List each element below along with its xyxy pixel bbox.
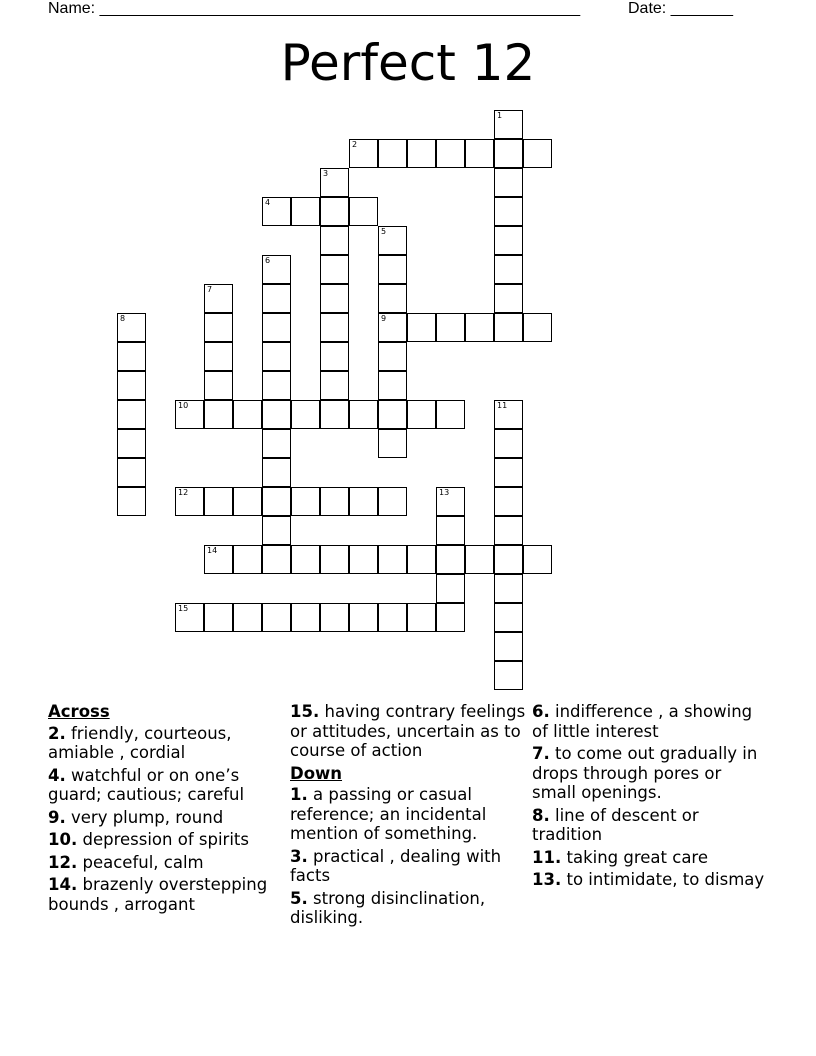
crossword-cell[interactable] bbox=[494, 400, 523, 429]
cell-number: 14 bbox=[207, 546, 218, 555]
clue-text: very plump, round bbox=[71, 807, 224, 827]
crossword-cell[interactable] bbox=[494, 574, 523, 603]
crossword-cell[interactable] bbox=[204, 603, 233, 632]
clue-number: 1. bbox=[290, 785, 308, 804]
crossword-cell[interactable] bbox=[465, 545, 494, 574]
crossword-cell[interactable] bbox=[204, 400, 233, 429]
clue-across-4 bbox=[48, 766, 284, 805]
clues-column-2 bbox=[290, 702, 526, 931]
crossword-cell[interactable] bbox=[349, 400, 378, 429]
clue-down-8 bbox=[532, 806, 768, 845]
crossword-cell[interactable] bbox=[436, 545, 465, 574]
crossword-cell[interactable] bbox=[494, 516, 523, 545]
clue-number: 4. bbox=[48, 765, 66, 785]
clue-number: 5. bbox=[290, 888, 308, 908]
crossword-cell[interactable] bbox=[233, 400, 262, 429]
clue-text: depression of spirits bbox=[82, 830, 249, 849]
clue-number: 12. bbox=[48, 852, 78, 872]
clue-number: 7. bbox=[532, 744, 550, 763]
cell-number: 6 bbox=[265, 256, 271, 265]
clue-text: taking great care bbox=[566, 847, 709, 867]
clue-number: 3. bbox=[290, 846, 308, 866]
clue-down-3 bbox=[290, 847, 526, 886]
crossword-cell[interactable] bbox=[378, 487, 407, 516]
crossword-cell[interactable] bbox=[320, 226, 349, 255]
crossword-cell[interactable] bbox=[117, 400, 146, 429]
crossword-cell[interactable] bbox=[494, 603, 523, 632]
crossword-cell[interactable] bbox=[320, 197, 349, 226]
clue-text: to come out gradually in drops through pores or small openings. bbox=[532, 744, 758, 802]
across-heading: Across bbox=[48, 702, 110, 721]
clue-number: 6. bbox=[532, 702, 550, 721]
cell-number: 10 bbox=[178, 401, 189, 410]
crossword-cell[interactable] bbox=[117, 487, 146, 516]
crossword-cell[interactable] bbox=[175, 603, 204, 632]
crossword-cell[interactable] bbox=[436, 516, 465, 545]
crossword-cell[interactable] bbox=[349, 487, 378, 516]
crossword-cell[interactable] bbox=[436, 487, 465, 516]
crossword-cell[interactable] bbox=[204, 545, 233, 574]
date-field-label[interactable]: Date: _______ bbox=[628, 0, 733, 17]
crossword-cell[interactable] bbox=[204, 342, 233, 371]
crossword-cell[interactable] bbox=[175, 487, 204, 516]
clue-text: friendly, courteous, amiable , cordial bbox=[48, 723, 232, 762]
crossword-cell[interactable] bbox=[175, 400, 204, 429]
crossword-cell[interactable] bbox=[378, 545, 407, 574]
crossword-cell[interactable] bbox=[117, 458, 146, 487]
crossword-cell[interactable] bbox=[494, 110, 523, 139]
cell-number: 3 bbox=[323, 169, 329, 178]
crossword-cell[interactable] bbox=[204, 284, 233, 313]
crossword-cell[interactable] bbox=[407, 400, 436, 429]
crossword-cell[interactable] bbox=[494, 226, 523, 255]
clue-text: practical , dealing with facts bbox=[290, 846, 502, 885]
crossword-cell[interactable] bbox=[320, 168, 349, 197]
crossword-cell[interactable] bbox=[494, 197, 523, 226]
crossword-cell[interactable] bbox=[465, 313, 494, 342]
crossword-cell[interactable] bbox=[262, 516, 291, 545]
crossword-cell[interactable] bbox=[494, 168, 523, 197]
crossword-cell[interactable] bbox=[204, 487, 233, 516]
crossword-cell[interactable] bbox=[320, 371, 349, 400]
crossword-cell[interactable] bbox=[117, 429, 146, 458]
clue-number: 14. bbox=[48, 875, 78, 894]
crossword-cell[interactable] bbox=[262, 284, 291, 313]
crossword-cell[interactable] bbox=[494, 458, 523, 487]
clue-text: peaceful, calm bbox=[82, 852, 204, 872]
cell-number: 7 bbox=[207, 285, 213, 294]
crossword-cell[interactable] bbox=[233, 603, 262, 632]
clue-across-15 bbox=[290, 702, 526, 761]
clue-number: 8. bbox=[532, 805, 550, 825]
crossword-cell[interactable] bbox=[291, 545, 320, 574]
crossword-cell[interactable] bbox=[291, 197, 320, 226]
cell-number: 1 bbox=[497, 111, 503, 120]
clue-across-2 bbox=[48, 724, 284, 763]
crossword-cell[interactable] bbox=[494, 255, 523, 284]
clues-column-1 bbox=[48, 702, 284, 917]
crossword-cell[interactable] bbox=[494, 632, 523, 661]
crossword-cell[interactable] bbox=[494, 487, 523, 516]
crossword-cell[interactable] bbox=[291, 487, 320, 516]
crossword-cell[interactable] bbox=[378, 284, 407, 313]
crossword-cell[interactable] bbox=[349, 139, 378, 168]
clue-text: watchful or on one’s guard; cautious; careful bbox=[48, 765, 245, 804]
clue-down-6 bbox=[532, 702, 768, 741]
crossword-cell[interactable] bbox=[262, 400, 291, 429]
clue-across-9 bbox=[48, 808, 284, 828]
cell-number: 12 bbox=[178, 488, 189, 497]
clue-text: indifference , a showing of little interest bbox=[532, 702, 753, 741]
crossword-cell[interactable] bbox=[494, 139, 523, 168]
crossword-cell[interactable] bbox=[494, 284, 523, 313]
clue-across-12 bbox=[48, 853, 284, 873]
crossword-cell[interactable] bbox=[378, 429, 407, 458]
crossword-cell[interactable] bbox=[494, 313, 523, 342]
crossword-cell[interactable] bbox=[436, 400, 465, 429]
clue-across-10 bbox=[48, 830, 284, 850]
crossword-cell[interactable] bbox=[378, 603, 407, 632]
crossword-cell[interactable] bbox=[349, 545, 378, 574]
clue-number: 13. bbox=[532, 870, 562, 889]
crossword-cell[interactable] bbox=[349, 197, 378, 226]
cell-number: 15 bbox=[178, 604, 189, 613]
crossword-cell[interactable] bbox=[262, 429, 291, 458]
crossword-cell[interactable] bbox=[262, 545, 291, 574]
cell-number: 13 bbox=[439, 488, 450, 497]
crossword-cell[interactable] bbox=[233, 545, 262, 574]
crossword-cell[interactable] bbox=[378, 342, 407, 371]
cell-number: 4 bbox=[265, 198, 271, 207]
crossword-cell[interactable] bbox=[378, 139, 407, 168]
clue-across-14 bbox=[48, 875, 284, 914]
clue-down-5 bbox=[290, 889, 526, 928]
crossword-cell[interactable] bbox=[117, 371, 146, 400]
crossword-cell[interactable] bbox=[436, 139, 465, 168]
clue-number: 11. bbox=[532, 847, 562, 867]
crossword-cell[interactable] bbox=[204, 313, 233, 342]
crossword-cell[interactable] bbox=[407, 313, 436, 342]
crossword-cell[interactable] bbox=[494, 545, 523, 574]
crossword-cell[interactable] bbox=[494, 661, 523, 690]
crossword-cell[interactable] bbox=[494, 429, 523, 458]
clue-down-7 bbox=[532, 744, 768, 803]
clue-down-1 bbox=[290, 785, 526, 844]
crossword-cell[interactable] bbox=[465, 139, 494, 168]
crossword-cell[interactable] bbox=[262, 197, 291, 226]
crossword-cell[interactable] bbox=[436, 313, 465, 342]
cell-number: 2 bbox=[352, 140, 358, 149]
crossword-cell[interactable] bbox=[233, 487, 262, 516]
crossword-cell[interactable] bbox=[523, 139, 552, 168]
crossword-cell[interactable] bbox=[349, 603, 378, 632]
clue-text: brazenly overstepping bounds , arrogant bbox=[48, 875, 268, 914]
crossword-cell[interactable] bbox=[262, 371, 291, 400]
crossword-cell[interactable] bbox=[262, 458, 291, 487]
cell-number: 11 bbox=[497, 401, 508, 410]
crossword-cell[interactable] bbox=[436, 603, 465, 632]
crossword-cell[interactable] bbox=[523, 313, 552, 342]
clue-text: having contrary feelings or attitudes, uncertain as to course of action bbox=[290, 702, 526, 760]
clue-number: 9. bbox=[48, 807, 66, 827]
cell-number: 9 bbox=[381, 314, 387, 323]
crossword-cell[interactable] bbox=[320, 545, 349, 574]
clue-down-13 bbox=[532, 870, 768, 890]
crossword-cell[interactable] bbox=[523, 545, 552, 574]
cell-number: 5 bbox=[381, 227, 387, 236]
crossword-cell[interactable] bbox=[320, 284, 349, 313]
name-field-label[interactable]: Name: ______________________________________________________ bbox=[48, 0, 581, 17]
crossword-cell[interactable] bbox=[320, 400, 349, 429]
crossword-cell[interactable] bbox=[378, 313, 407, 342]
crossword-cell[interactable] bbox=[407, 139, 436, 168]
crossword-cell[interactable] bbox=[262, 313, 291, 342]
crossword-cell[interactable] bbox=[291, 603, 320, 632]
clues-column-3 bbox=[532, 702, 768, 893]
cell-number: 8 bbox=[120, 314, 126, 323]
crossword-cell[interactable] bbox=[204, 371, 233, 400]
crossword-cell[interactable] bbox=[436, 574, 465, 603]
clue-text: strong disinclination, disliking. bbox=[290, 888, 486, 927]
crossword-cell[interactable] bbox=[407, 603, 436, 632]
down-heading: Down bbox=[290, 763, 343, 783]
crossword-cell[interactable] bbox=[291, 400, 320, 429]
crossword-cell[interactable] bbox=[262, 487, 291, 516]
crossword-cell[interactable] bbox=[262, 342, 291, 371]
crossword-cell[interactable] bbox=[262, 603, 291, 632]
clue-text: to intimidate, to dismay bbox=[566, 870, 765, 889]
crossword-cell[interactable] bbox=[320, 342, 349, 371]
crossword-cell[interactable] bbox=[117, 313, 146, 342]
crossword-cell[interactable] bbox=[117, 342, 146, 371]
clue-text: line of descent or tradition bbox=[532, 805, 699, 844]
crossword-cell[interactable] bbox=[407, 545, 436, 574]
page-title: Perfect 12 bbox=[280, 34, 536, 92]
crossword-cell[interactable] bbox=[378, 371, 407, 400]
clue-number: 15. bbox=[290, 702, 320, 721]
crossword-cell[interactable] bbox=[320, 603, 349, 632]
crossword-cell[interactable] bbox=[262, 255, 291, 284]
crossword-cell[interactable] bbox=[320, 487, 349, 516]
clue-down-11 bbox=[532, 848, 768, 868]
clue-text: a passing or casual reference; an incidental mention of something. bbox=[290, 785, 487, 843]
crossword-cell[interactable] bbox=[320, 255, 349, 284]
crossword-cell[interactable] bbox=[378, 226, 407, 255]
clue-number: 10. bbox=[48, 830, 78, 849]
clue-number: 2. bbox=[48, 723, 66, 743]
crossword-cell[interactable] bbox=[320, 313, 349, 342]
crossword-cell[interactable] bbox=[378, 400, 407, 429]
crossword-cell[interactable] bbox=[378, 255, 407, 284]
